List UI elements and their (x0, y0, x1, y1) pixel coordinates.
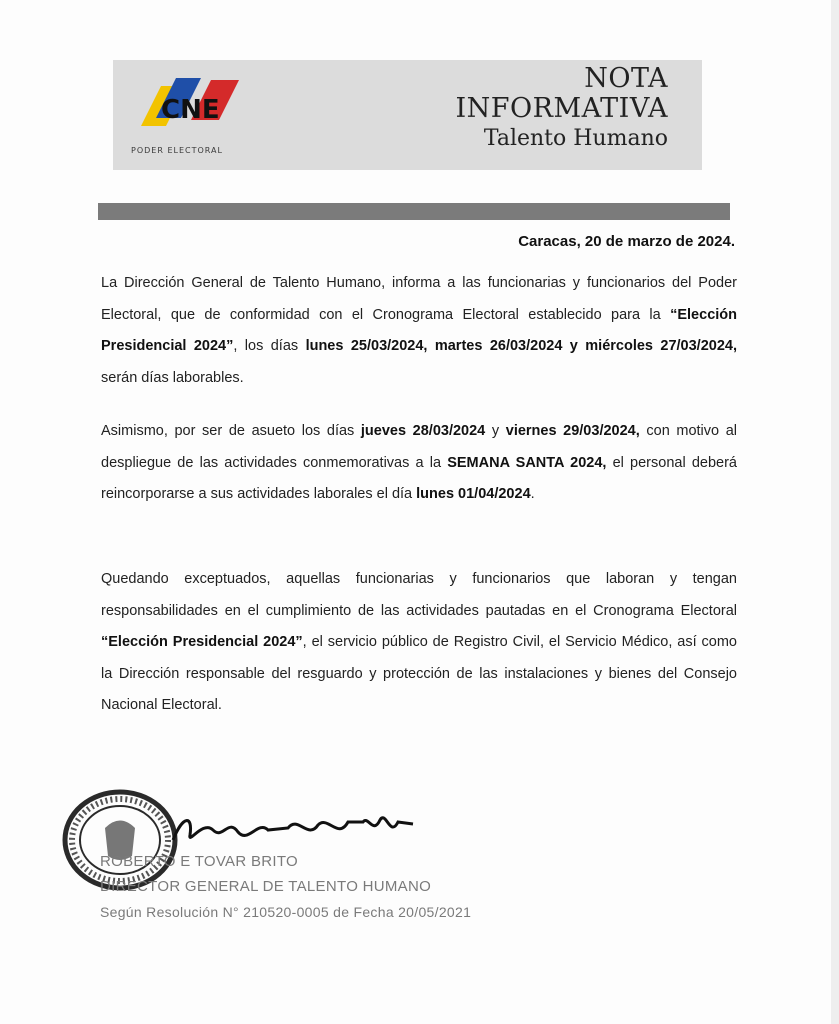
document-date: Caracas, 20 de marzo de 2024. (518, 233, 735, 250)
page-edge (831, 0, 839, 1024)
p2-text-3: con motivo al despliegue de las actividades conmemorativas a la (101, 423, 737, 471)
header-rule (98, 203, 730, 220)
p3-text-1: Quedando exceptuados, aquellas funcionarias y funcionarios que laboran y tengan responsabilidades en el cumplimiento de las actividades pautadas en el Cronograma Electoral (101, 571, 737, 619)
logo-subtitle: PODER ELECTORAL (131, 146, 223, 155)
p1-text-3: serán días laborables. (101, 369, 244, 386)
p2-text-1: Asimismo, por ser de asueto los días (101, 423, 361, 439)
title-line-nota: NOTA (584, 63, 668, 94)
p1-bold-2: lunes 25/03/2024, martes 26/03/2024 y miércoles 27/03/2024, (305, 338, 737, 354)
logo-text: CNE (161, 95, 220, 125)
p1-text-1: La Dirección General de Talento Humano, informa a las funcionarias y funcionarios del Poder Electoral, que de conformidad con el Cronograma Electoral establecido para la (101, 275, 737, 323)
p3-text-2: , el servicio público de Registro Civil, el Servicio Médico, así como la Dirección responsable del resguardo y protección de las instalaciones y bienes del Consejo Nacional Electoral. (101, 634, 737, 713)
paragraph-1 (101, 268, 737, 394)
handwritten-signature (168, 810, 418, 850)
paragraph-2 (101, 416, 737, 511)
signature-block (60, 788, 560, 928)
p2-bold-4: lunes 01/04/2024 (416, 486, 531, 502)
paragraph-3 (101, 564, 737, 722)
p2-bold-2: viernes 29/03/2024, (505, 423, 640, 439)
p2-bold-1: jueves 28/03/2024 (360, 423, 486, 439)
p2-text-4: el personal deberá reincorporarse a sus actividades laborales el día (101, 454, 737, 502)
p3-bold-1: “Elección Presidencial 2024” (101, 634, 303, 650)
signatory-name: ROBERTO E TOVAR BRITO (100, 853, 299, 870)
p2-bold-3: SEMANA SANTA 2024, (447, 454, 607, 471)
title-line-department: Talento Humano (483, 126, 668, 151)
p1-bold-1: “Elección Presidencial 2024” (101, 306, 737, 354)
signatory-title: DIRECTOR GENERAL DE TALENTO HUMANO (100, 878, 432, 895)
p2-text-2: y (485, 423, 506, 439)
signatory-resolution: Según Resolución N° 210520-0005 de Fecha 20/05/2021 (100, 904, 472, 920)
title-line-informativa: INFORMATIVA (455, 93, 668, 124)
p1-text-2: , los días (233, 338, 306, 354)
letterhead (113, 60, 702, 170)
document-title (456, 64, 669, 154)
p2-text-5: . (530, 486, 535, 502)
